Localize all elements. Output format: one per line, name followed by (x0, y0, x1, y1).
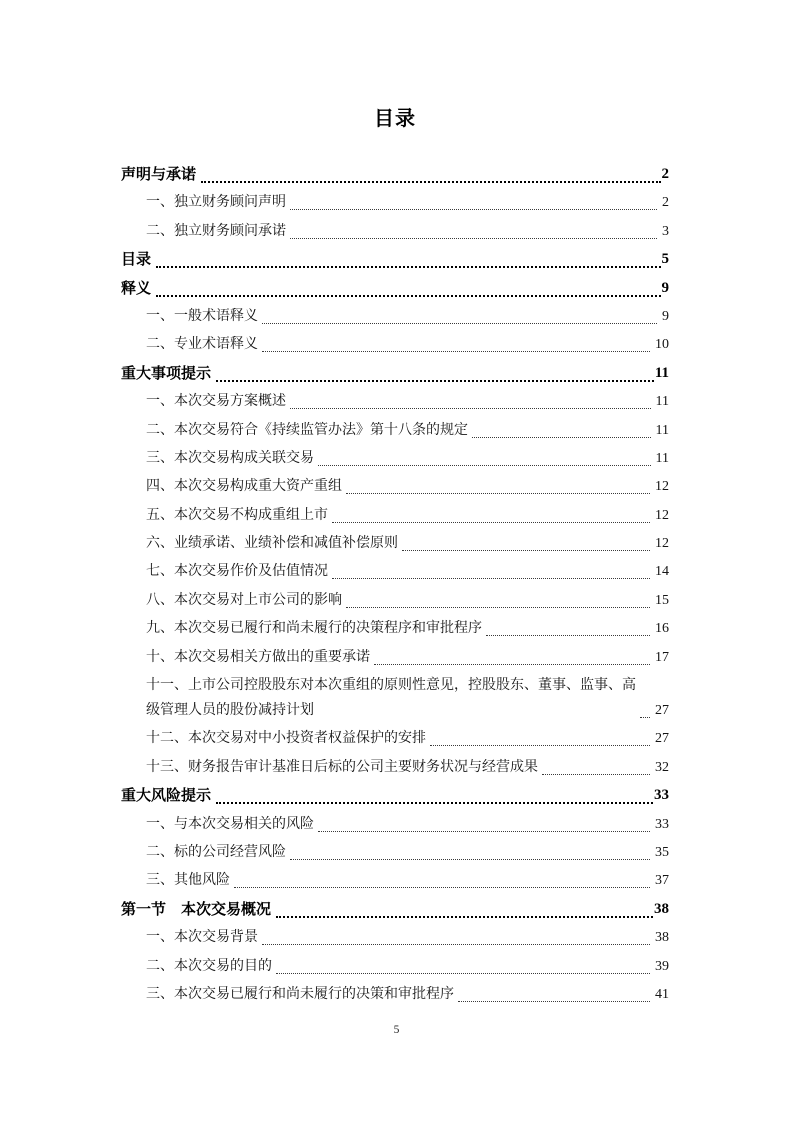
toc-leader-dots (290, 238, 657, 239)
toc-entry-page: 11 (654, 364, 669, 381)
toc-entry-label: 二、专业术语释义 (146, 337, 258, 353)
toc-leader-dots (234, 887, 650, 888)
toc-entry-page: 9 (662, 308, 669, 324)
toc-leader-dots (402, 550, 650, 551)
toc-entry-page: 2 (662, 195, 669, 211)
toc-entry-label: 二、独立财务顾问承诺 (146, 223, 286, 239)
toc-leader-dots (216, 380, 654, 382)
toc-entry-page: 9 (661, 279, 669, 296)
toc-entry-label: 八、本次交易对上市公司的影响 (146, 592, 342, 608)
toc-entry-label: 重大事项提示 (121, 363, 212, 382)
toc-entry-page: 37 (655, 873, 669, 889)
toc-entry-label: 十二、本次交易对中小投资者权益保护的安排 (146, 731, 426, 747)
toc-entry-label: 二、标的公司经营风险 (146, 844, 286, 860)
toc-entry[interactable] (121, 812, 669, 837)
toc-entry-page: 38 (655, 930, 669, 946)
toc-entry[interactable] (121, 954, 669, 979)
toc-entry-page: 39 (655, 958, 669, 974)
toc-entry[interactable] (121, 332, 669, 357)
toc-entry-page: 14 (655, 564, 669, 580)
toc-entry[interactable] (121, 304, 669, 329)
toc-entry-label: 第一节 本次交易概况 (121, 899, 272, 918)
toc-leader-dots (346, 493, 650, 494)
toc-entry-page: 3 (662, 223, 669, 239)
toc-list (121, 162, 669, 1007)
toc-leader-dots (276, 973, 650, 974)
toc-entry-label: 二、本次交易的目的 (146, 958, 272, 974)
toc-entry[interactable] (121, 531, 669, 556)
toc-leader-dots (332, 522, 650, 523)
toc-entry-page: 5 (661, 251, 669, 268)
toc-entry-label: 三、本次交易已履行和尚未履行的决策和审批程序 (146, 986, 454, 1002)
toc-leader-dots (542, 774, 650, 775)
toc-entry-label: 四、本次交易构成重大资产重组 (146, 479, 342, 495)
toc-entry[interactable] (121, 190, 669, 215)
toc-entry-page: 16 (655, 621, 669, 637)
toc-entry-label: 一、独立财务顾问声明 (146, 195, 286, 211)
toc-entry[interactable] (121, 588, 669, 613)
toc-leader-dots (430, 745, 650, 746)
toc-entry[interactable] (121, 616, 669, 641)
toc-entry-page: 38 (654, 900, 669, 917)
toc-entry[interactable] (121, 247, 669, 272)
toc-leader-dots (290, 209, 657, 210)
page-title: 目录 (374, 106, 416, 130)
toc-entry[interactable] (121, 162, 669, 187)
toc-entry[interactable] (121, 559, 669, 584)
toc-entry-page: 12 (655, 479, 669, 495)
toc-entry[interactable] (121, 726, 669, 751)
toc-entry[interactable] (121, 645, 669, 670)
toc-entry-page: 11 (655, 422, 669, 438)
toc-entry-label: 目录 (121, 250, 152, 269)
toc-leader-dots (262, 351, 650, 352)
toc-entry[interactable] (121, 897, 669, 922)
toc-entry-page: 11 (655, 450, 669, 466)
toc-leader-dots (290, 408, 651, 409)
toc-entry-label: 十三、财务报告审计基准日后标的公司主要财务状况与经营成果 (146, 759, 538, 775)
toc-entry-label: 十、本次交易相关方做出的重要承诺 (146, 649, 370, 665)
toc-leader-dots (216, 802, 653, 804)
toc-leader-dots (332, 578, 650, 579)
toc-leader-dots (156, 295, 660, 297)
toc-entry-page: 11 (655, 394, 669, 410)
toc-entry-label: 一、与本次交易相关的风险 (146, 816, 314, 832)
toc-entry-page: 41 (655, 986, 669, 1002)
toc-entry-page: 33 (655, 816, 669, 832)
toc-entry-page: 27 (655, 731, 669, 747)
toc-entry-page: 15 (655, 592, 669, 608)
toc-leader-dots (262, 944, 650, 945)
toc-entry-label: 十一、上市公司控股股东对本次重组的原则性意见，控股股东、董事、监事、高级管理人员的股份减持计划 (146, 678, 636, 719)
toc-leader-dots (318, 831, 650, 832)
toc-entry-page: 10 (655, 337, 669, 353)
toc-entry-page: 12 (655, 536, 669, 552)
toc-leader-dots (640, 717, 650, 718)
toc-leader-dots (458, 1001, 650, 1002)
toc-leader-dots (262, 323, 657, 324)
toc-entry-label: 重大风险提示 (121, 786, 212, 805)
toc-entry[interactable] (121, 925, 669, 950)
toc-entry-page: 35 (655, 844, 669, 860)
toc-entry[interactable] (121, 361, 669, 386)
toc-entry[interactable] (121, 868, 669, 893)
toc-leader-dots (290, 859, 650, 860)
toc-entry-label: 五、本次交易不构成重组上市 (146, 507, 328, 523)
toc-entry-label: 六、业绩承诺、业绩补偿和减值补偿原则 (146, 536, 398, 552)
toc-leader-dots (486, 635, 650, 636)
toc-entry-label: 三、本次交易构成关联交易 (146, 450, 314, 466)
toc-entry-label: 一、本次交易背景 (146, 930, 258, 946)
toc-entry-label: 七、本次交易作价及估值情况 (146, 564, 328, 580)
toc-entry-page: 12 (655, 507, 669, 523)
toc-entry[interactable] (121, 219, 669, 244)
toc-leader-dots (276, 916, 653, 918)
toc-entry-label: 九、本次交易已履行和尚未履行的决策程序和审批程序 (146, 621, 482, 637)
toc-entry-label: 二、本次交易符合《持续监管办法》第十八条的规定 (146, 422, 468, 438)
footer-page-number: 5 (393, 1024, 400, 1036)
toc-leader-dots (472, 437, 651, 438)
toc-entry[interactable] (121, 503, 669, 528)
toc-entry[interactable] (121, 474, 669, 499)
toc-entry[interactable] (121, 276, 669, 301)
toc-leader-dots (318, 465, 651, 466)
toc-entry-page: 27 (655, 703, 669, 719)
toc-entry-label: 一、本次交易方案概述 (146, 394, 286, 410)
toc-entry-page: 32 (655, 759, 669, 775)
toc-leader-dots (156, 266, 660, 268)
toc-entry[interactable] (121, 755, 669, 780)
toc-leader-dots (346, 607, 650, 608)
toc-entry-label: 三、其他风险 (146, 873, 230, 889)
toc-entry[interactable] (121, 389, 669, 414)
toc-entry-label: 释义 (121, 278, 152, 297)
toc-entry[interactable] (121, 982, 669, 1007)
toc-leader-dots (374, 664, 650, 665)
toc-entry[interactable] (121, 840, 669, 865)
toc-entry[interactable] (121, 673, 669, 723)
toc-entry-page: 17 (655, 649, 669, 665)
toc-entry-page: 33 (654, 787, 669, 804)
toc-entry-label: 一、一般术语释义 (146, 308, 258, 324)
toc-entry-label: 声明与承诺 (121, 165, 197, 183)
toc-entry[interactable] (121, 783, 669, 808)
toc-entry[interactable] (121, 418, 669, 443)
toc-leader-dots (201, 181, 660, 183)
toc-entry[interactable] (121, 446, 669, 471)
toc-entry-page: 2 (661, 166, 669, 182)
